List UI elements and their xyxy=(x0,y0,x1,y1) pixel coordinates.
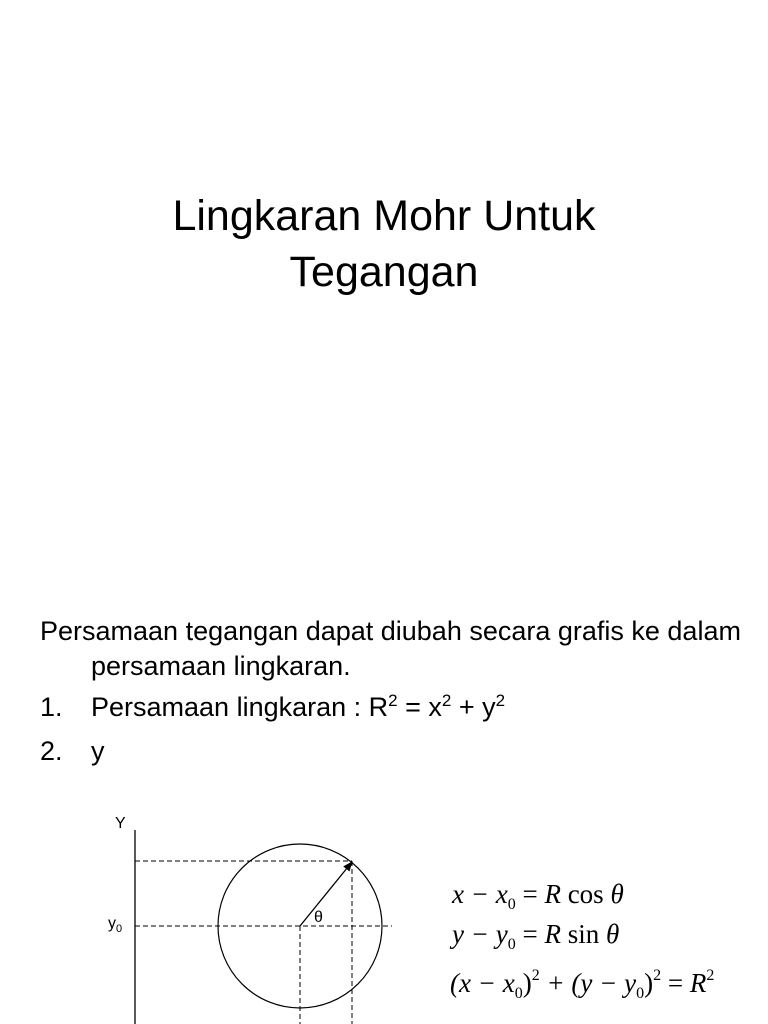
list-text-2: y xyxy=(91,736,105,766)
eq1-equals: = xyxy=(515,879,545,909)
eq3-sub1: 0 xyxy=(514,985,523,1002)
eq3-sub2: 0 xyxy=(636,985,645,1002)
eq3-open-x: (x − x xyxy=(450,968,515,998)
list-item-1 xyxy=(40,690,750,728)
equation-2 xyxy=(449,919,619,953)
equation-1 xyxy=(451,879,624,913)
eq3-r: R xyxy=(689,968,707,998)
sup-x: 2 xyxy=(441,691,452,710)
slide-body xyxy=(40,614,750,769)
y0-label xyxy=(108,915,122,935)
eq2-minus-y: − y xyxy=(463,919,508,949)
y0-label-base: y xyxy=(108,915,116,932)
slide-title xyxy=(0,188,768,300)
slide-title-line-1: Lingkaran Mohr Untuk xyxy=(172,192,596,240)
y-axis-label: Y xyxy=(115,815,126,832)
list-number-1: 1. xyxy=(40,692,63,722)
eq2-sub: 0 xyxy=(507,936,516,953)
eq1-x: x xyxy=(452,879,464,909)
eq2-r: R xyxy=(544,919,561,949)
equation-3 xyxy=(450,967,714,1002)
slide-title-line-2: Tegangan xyxy=(289,248,479,296)
list-item-2 xyxy=(40,734,750,769)
eq1-sub: 0 xyxy=(507,896,516,913)
intro-paragraph: Persamaan tegangan dapat diubah secara grafis ke dalam persamaan lingkaran. xyxy=(40,616,741,681)
list-text-1 xyxy=(91,690,505,728)
eq3-equals: = xyxy=(661,968,690,998)
sup-r: 2 xyxy=(388,691,398,710)
eq3-close2: ) xyxy=(644,968,654,998)
eq1-minus-x: − x xyxy=(463,879,508,909)
mohr-circle-diagram xyxy=(0,800,768,1024)
eq-y-part: + y xyxy=(451,692,496,722)
radius-arrow xyxy=(300,862,352,926)
y0-label-sub: 0 xyxy=(116,923,123,935)
eq1-r: R xyxy=(544,879,561,909)
eq-r-part: Persamaan lingkaran : R xyxy=(91,692,389,722)
eq3-close1: ) xyxy=(522,968,532,998)
angle-label: θ xyxy=(314,909,323,926)
eq3-sup2: 2 xyxy=(653,967,662,984)
list-number-2: 2. xyxy=(40,736,63,766)
eq3-open-y: + (y − y xyxy=(539,968,637,998)
eq1-theta: θ xyxy=(610,879,624,909)
eq2-sin: sin xyxy=(560,919,606,949)
eq3-sup3: 2 xyxy=(706,967,715,984)
eq2-equals: = xyxy=(515,919,545,949)
eq-x-part: = x xyxy=(397,692,442,722)
eq3-sup1: 2 xyxy=(531,967,540,984)
eq2-theta: θ xyxy=(605,919,620,949)
sup-y: 2 xyxy=(495,691,506,710)
eq2-y: y xyxy=(452,919,464,949)
eq1-cos: cos xyxy=(560,879,611,909)
